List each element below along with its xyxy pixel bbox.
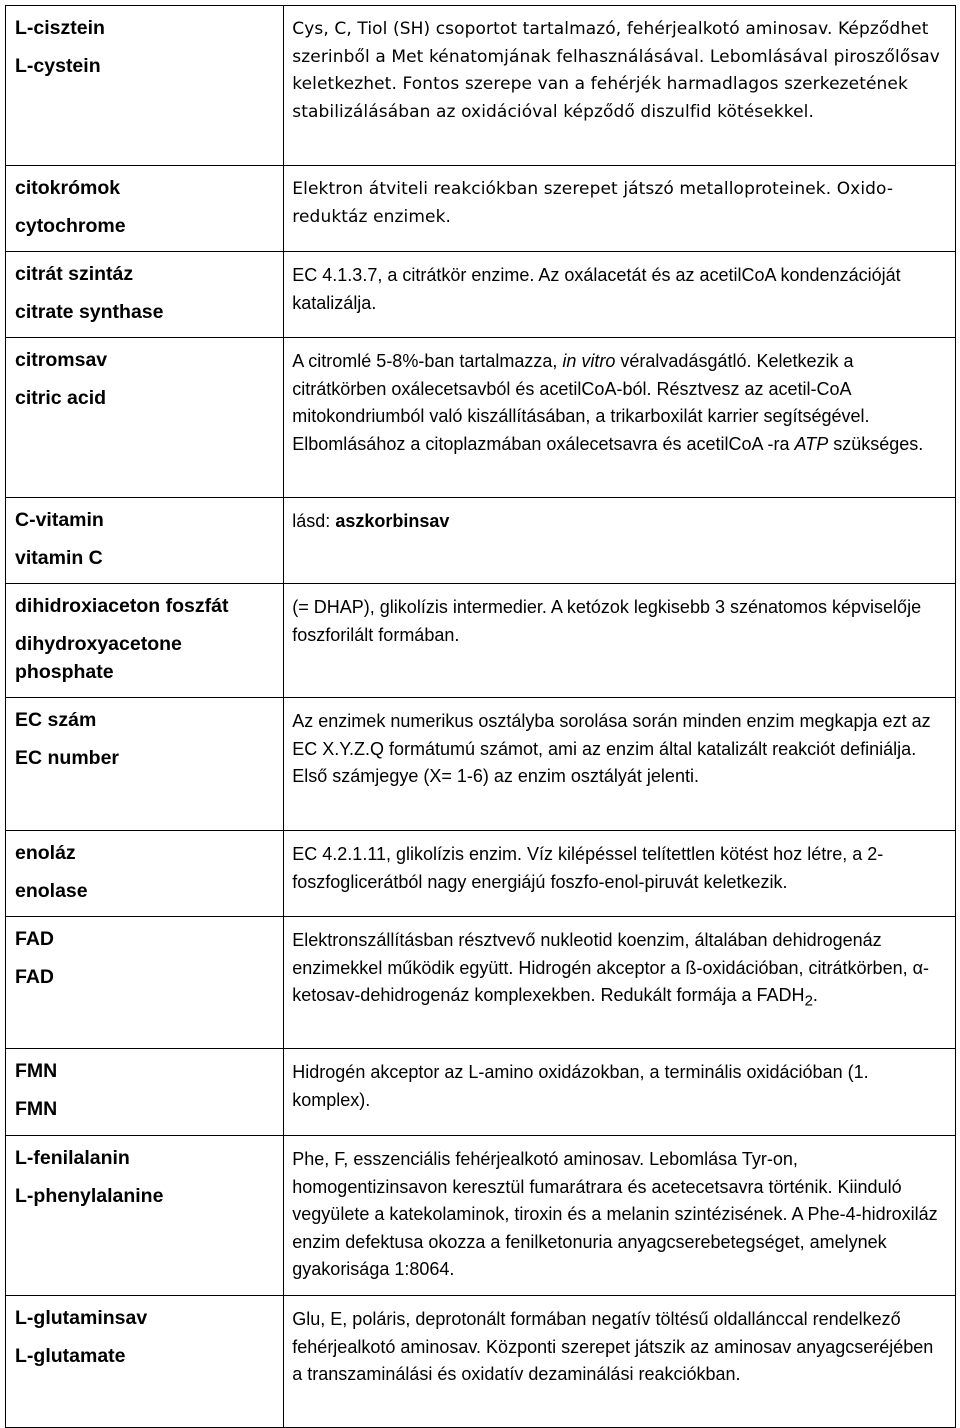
term-english: enolase xyxy=(15,880,88,902)
term-hungarian: enoláz xyxy=(15,842,76,864)
definition-text: EC 4.1.3.7, a citrátkör enzime. Az oxálacetát és az acetilCoA kondenzációját katalizálja. xyxy=(292,265,901,313)
glossary-body xyxy=(6,6,956,1428)
glossary-row xyxy=(6,498,956,584)
term-hungarian: L-fenilalanin xyxy=(15,1147,130,1169)
definition-fragment: véralvadásgátló. Keletkezik a citrátkörben oxálecetsavból és acetilCoA-ból. Résztvesz az acetil-CoA mitokondriumból való kiszállításában, a trikarboxilát karrier segítségével. Elbomlásához a citoplazmában oxálecetsavra és acetilCoA -ra xyxy=(292,351,870,454)
definition-fragment: A citromlé 5-8%-ban tartalmazza, xyxy=(292,351,563,371)
definition-fragment: in vitro xyxy=(562,351,616,371)
term-hungarian: EC szám xyxy=(15,709,97,731)
term-cell xyxy=(6,698,284,831)
definition-cell xyxy=(284,1049,956,1136)
term-hungarian: L-glutaminsav xyxy=(15,1307,148,1329)
definition-text: Elektron átviteli reakciókban szerepet játszó metalloproteinek. Oxido-reduktáz enzimek. xyxy=(292,179,894,227)
term-hungarian: L-cisztein xyxy=(15,17,105,39)
definition-fragment: szükséges. xyxy=(828,433,924,454)
term-cell xyxy=(6,166,284,252)
term-english: citric acid xyxy=(15,387,107,409)
term-hungarian: C-vitamin xyxy=(15,509,104,531)
glossary-row xyxy=(6,1296,956,1428)
definition-text xyxy=(292,508,947,536)
term-cell xyxy=(6,6,284,166)
term-cell xyxy=(6,1296,284,1428)
term-english: L-cystein xyxy=(15,55,101,77)
definition-cell xyxy=(284,1296,956,1428)
term-english: L-phenylalanine xyxy=(15,1185,164,1207)
term-cell xyxy=(6,1049,284,1136)
definition-cell xyxy=(284,338,956,498)
glossary-row xyxy=(6,584,956,698)
glossary-table xyxy=(5,5,956,1428)
term-hungarian: dihidroxiaceton foszfát xyxy=(15,595,229,617)
definition-fragment: lásd: xyxy=(292,511,336,531)
term-cell xyxy=(6,831,284,917)
term-hungarian: citrát szintáz xyxy=(15,263,134,285)
definition-cell xyxy=(284,498,956,584)
term-hungarian: citromsav xyxy=(15,349,108,371)
term-cell xyxy=(6,584,284,698)
term-cell xyxy=(6,498,284,584)
term-cell xyxy=(6,917,284,1049)
definition-text: EC 4.2.1.11, glikolízis enzim. Víz kilépéssel telítettlen kötést hoz létre, a 2-foszfoglicerátból nagy energiájú foszfo-enol-piruvát keletkezik. xyxy=(292,844,884,892)
definition-fragment: 2 xyxy=(804,992,813,1010)
glossary-row xyxy=(6,6,956,166)
term-english: FMN xyxy=(15,1098,58,1120)
definition-fragment: ATP xyxy=(794,433,829,454)
definition-text xyxy=(292,348,947,458)
glossary-row xyxy=(6,252,956,338)
definition-link[interactable]: aszkorbinsav xyxy=(335,511,450,531)
term-english: vitamin C xyxy=(15,547,103,569)
term-cell xyxy=(6,338,284,498)
definition-text: Hidrogén akceptor az L-amino oxidázokban, a terminális oxidációban (1. komplex). xyxy=(292,1062,869,1110)
term-cell xyxy=(6,252,284,338)
definition-cell xyxy=(284,6,956,166)
term-cell xyxy=(6,1136,284,1296)
term-english: dihydroxyacetone phosphate xyxy=(15,633,182,683)
term-english: EC number xyxy=(15,747,120,769)
definition-text: Phe, F, esszenciális fehérjealkotó aminosav. Lebomlása Tyr-on, homogentizinsavon keresztül fumarátrara és acetecetsavra történik. Kiinduló vegyülete a katekolaminok, tiroxin és a melanin szintézisének. A Phe-4-hidroxiláz enzim defektusa okozza a fenilketonuria anyagcserebetegséget, amelynek gyakorisága 1:8064. xyxy=(292,1149,938,1279)
definition-cell xyxy=(284,166,956,252)
term-english: citrate synthase xyxy=(15,301,164,323)
definition-text: Glu, E, poláris, deprotonált formában negatív töltésű oldallánccal rendelkező fehérjealkotó aminosav. Központi szerepet játszik az aminosav anyagcseréjében a transzaminálási és oxidatív dezaminálási reakciókban. xyxy=(292,1309,934,1384)
term-hungarian: citokrómok xyxy=(15,177,121,199)
term-english: cytochrome xyxy=(15,215,126,237)
definition-cell xyxy=(284,917,956,1049)
definition-cell xyxy=(284,252,956,338)
glossary-row xyxy=(6,338,956,498)
definition-text: (= DHAP), glikolízis intermedier. A ketózok legkisebb 3 szénatomos képviselője foszforilált formában. xyxy=(292,597,922,645)
definition-text: Cys, C, Tiol (SH) csoportot tartalmazó, fehérjealkotó aminosav. Képződhet szerinből a Met kénatomjának felhasználásával. Lebomlásával piroszőlősav keletkezhet. Fontos szerepe van a fehérjék harmadlagos szerkezetének stabilizálásában az oxidációval képződő diszulfid kötésekkel. xyxy=(292,19,940,122)
definition-cell xyxy=(284,831,956,917)
glossary-row xyxy=(6,831,956,917)
glossary-row xyxy=(6,1049,956,1136)
glossary-row xyxy=(6,166,956,252)
term-hungarian: FAD xyxy=(15,928,54,950)
definition-text: Az enzimek numerikus osztályba sorolása során minden enzim megkapja ezt az EC X.Y.Z.Q formátumú számot, ami az enzim által katalizált reakciót definiálja. Első számjegye (X= 1-6) az enzim osztályát jelenti. xyxy=(292,711,931,786)
term-english: L-glutamate xyxy=(15,1345,126,1367)
term-hungarian: FMN xyxy=(15,1060,58,1082)
definition-cell xyxy=(284,584,956,698)
definition-fragment: . xyxy=(812,985,818,1005)
definition-fragment: Elektronszállításban résztvevő nukleotid koenzim, általában dehidrogenáz enzimekkel működik együtt. Hidrogén akceptor a ß-oxidációban, citrátkörben, α-ketosav-dehidrogenáz komplexekben. Redukált formája a FADH xyxy=(292,930,929,1005)
definition-cell xyxy=(284,1136,956,1296)
term-english: FAD xyxy=(15,966,54,988)
glossary-row xyxy=(6,917,956,1049)
definition-cell xyxy=(284,698,956,831)
definition-text xyxy=(292,927,947,1015)
glossary-row xyxy=(6,698,956,831)
glossary-row xyxy=(6,1136,956,1296)
